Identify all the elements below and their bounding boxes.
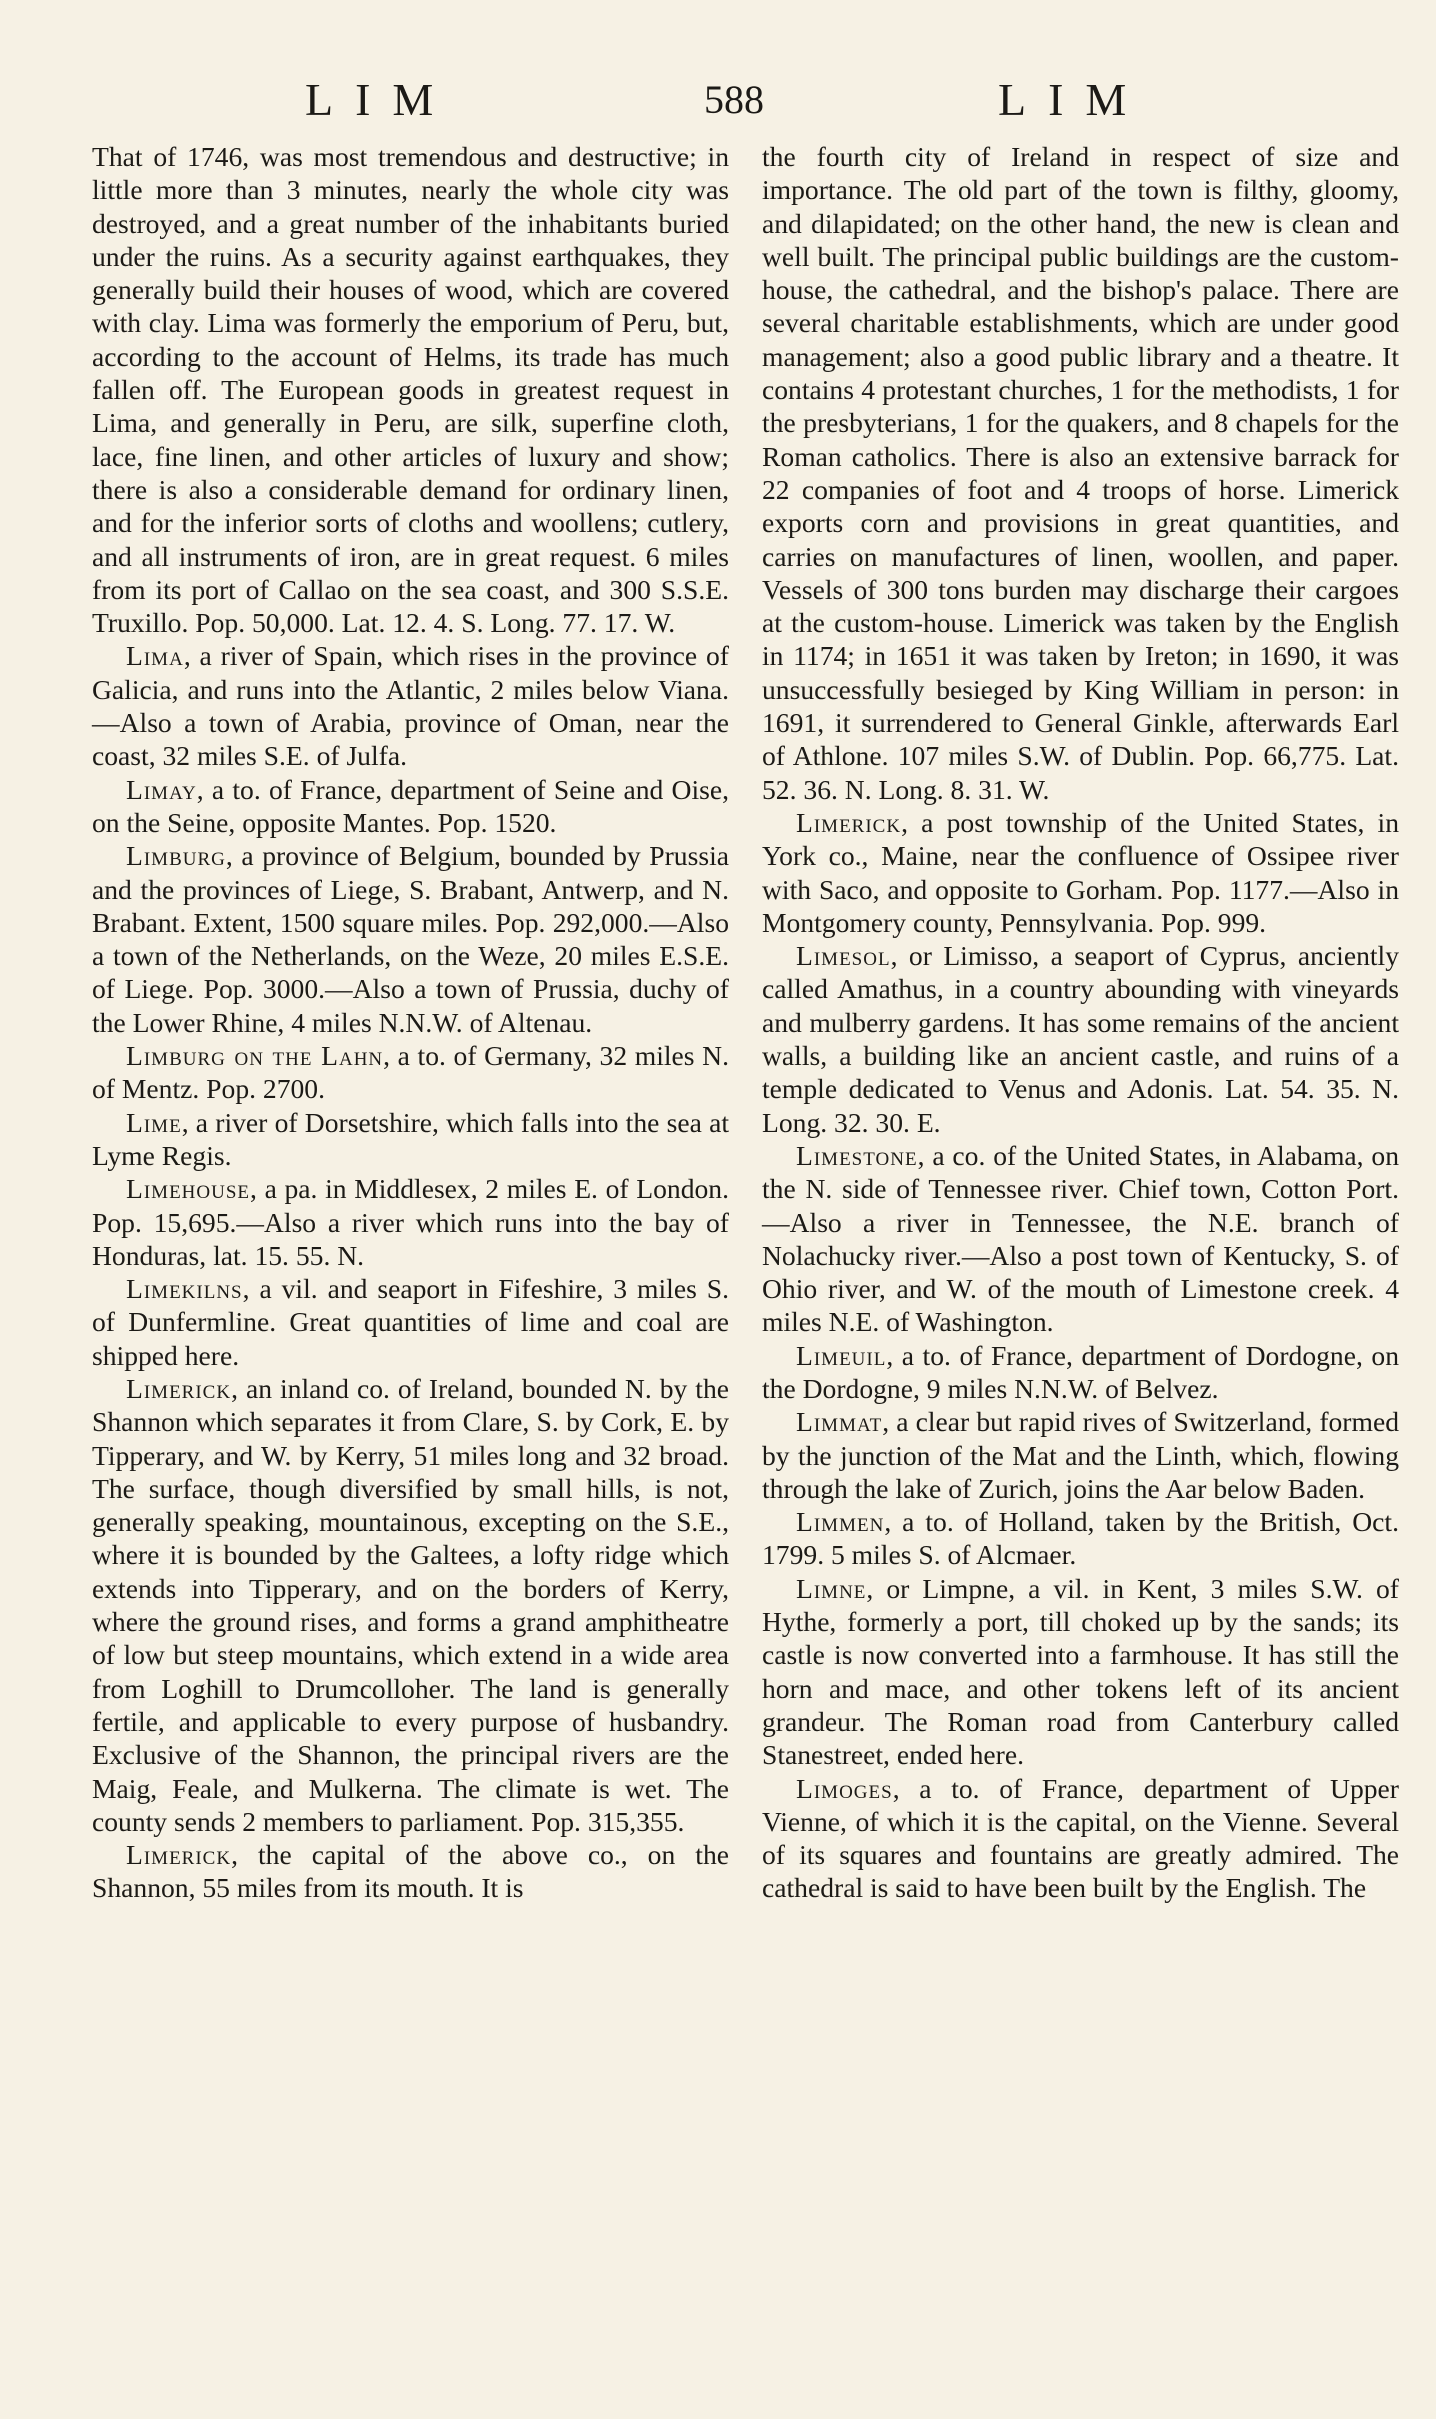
entry-headword: Limesol bbox=[796, 940, 891, 972]
entry-limne bbox=[762, 1572, 1399, 1772]
entry-limehouse bbox=[92, 1172, 729, 1272]
entry-text: , a province of Belgium, bounded by Prussia and the provinces of Liege, S. Brabant, Antwerp, and N. Brabant. Extent, 1500 square miles. Pop. 292,000.—Also a town of the Netherlands, on the Weze, 20 miles E.S.E. of Liege. Pop. 3000.—Also a town of Prussia, duchy of the Lower Rhine, 4 miles N.N.W. of Altenau. bbox=[92, 840, 729, 1038]
entry-limoges bbox=[762, 1772, 1399, 1905]
entry-text: , a co. of the United States, in Alabama, on the N. side of Tennessee river. Chief town, Cotton Port.—Also a river in Tennessee, the N.E. branch of Nolachucky river.—Also a post town of Kentucky, S. of Ohio river, and W. of the mouth of Limestone creek. 4 miles N.E. of Washington. bbox=[762, 1139, 1399, 1338]
entry-headword: Limburg bbox=[126, 840, 226, 872]
entry-text: , a vil. and seaport in Fifeshire, 3 miles S. of Dunfermline. Great quantities of lime and coal are shipped here. bbox=[92, 1273, 729, 1371]
entry-text: , a to. of Holland, taken by the British, Oct. 1799. 5 miles S. of Alcmaer. bbox=[762, 1506, 1399, 1571]
continued-entry bbox=[762, 140, 1399, 806]
entry-headword: Limburg on the Lahn bbox=[126, 1040, 384, 1072]
entry-limeuil bbox=[762, 1339, 1399, 1406]
entry-limburg-on-the-lahn bbox=[92, 1039, 729, 1106]
entry-limerick-city bbox=[92, 1838, 729, 1905]
entry-limmat bbox=[762, 1405, 1399, 1505]
entry-headword: Limmen bbox=[796, 1506, 885, 1538]
entry-text: , a to. of France, department of Upper Vienne, of which it is the capital, on the Vienne. Several of its squares and fountains are greatly admired. The cathedral is said to have been built by the English. The bbox=[762, 1772, 1399, 1904]
entry-limerick-county bbox=[92, 1372, 729, 1838]
continued-entry bbox=[92, 140, 729, 639]
entry-headword: Lima bbox=[126, 640, 184, 672]
entry-text: , or Limisso, a seaport of Cyprus, anciently called Amathus, in a country abounding with vineyards and mulberry gardens. It has some remains of the ancient walls, a building like an ancient castle, and ruins of a temple dedicated to Venus and Adonis. Lat. 54. 35. N. Long. 32. 30. E. bbox=[762, 940, 1399, 1138]
entry-text: That of 1746, was most tremendous and destructive; in little more than 3 minutes, nearly the whole city was destroyed, and a great number of the inhabitants buried under the ruins. As a security against earthquakes, they generally build their houses of wood, which are covered with clay. Lima was formerly the emporium of Peru, but, according to the account of Helms, its trade has much fallen off. The European goods in greatest request in Lima, and generally in Peru, are silk, superfine cloth, lace, fine linen, and other articles of luxury and show; there is also a considerable demand for ordinary linen, and for the inferior sorts of cloths and woollens; cutlery, and all instruments of iron, are in great request. 6 miles from its port of Callao on the sea coast, and 300 S.S.E. Truxillo. Pop. 50,000. Lat. 12. 4. S. Long. 77. 17. W. bbox=[92, 141, 729, 639]
entry-text: , the capital of the above co., on the Shannon, 55 miles from its mouth. It is bbox=[92, 1839, 729, 1904]
entry-headword: Limmat bbox=[796, 1406, 883, 1438]
entry-text: , a post township of the United States, in York co., Maine, near the confluence of Ossipee river with Saco, and opposite to Gorham. Pop. 1177.—Also in Montgomery county, Pennsylvania. Pop. 999. bbox=[762, 806, 1399, 938]
entry-text: , a clear but rapid rives of Switzerland, formed by the junction of the Mat and the Linth, which, flowing through the lake of Zurich, joins the Aar below Baden. bbox=[762, 1406, 1399, 1504]
entry-headword: Lime bbox=[126, 1106, 182, 1138]
entry-limesol bbox=[762, 939, 1399, 1139]
entry-headword: Limerick bbox=[126, 1839, 232, 1871]
entry-headword: Limekilns bbox=[126, 1273, 243, 1305]
entry-text: , a to. of France, department of Seine and Oise, on the Seine, opposite Mantes. Pop. 1520. bbox=[92, 773, 729, 838]
entry-headword: Limestone bbox=[796, 1139, 918, 1171]
entry-lima bbox=[92, 639, 729, 772]
entry-limekilns bbox=[92, 1272, 729, 1372]
entry-text: , a to. of France, department of Dordogne, on the Dordogne, 9 miles N.N.W. of Belvez. bbox=[762, 1339, 1399, 1404]
entry-text: , a pa. in Middlesex, 2 miles E. of London. Pop. 15,695.—Also a river which runs into the bay of Honduras, lat. 15. 55. N. bbox=[92, 1173, 729, 1271]
entry-headword: Limoges bbox=[796, 1772, 893, 1804]
entry-text: , a river of Spain, which rises in the province of Galicia, and runs into the Atlantic, 2 miles below Viana.—Also a town of Arabia, province of Oman, near the coast, 32 miles S.E. of Julfa. bbox=[92, 640, 729, 772]
header-left-guideword: LIM bbox=[305, 74, 456, 125]
entry-text: , an inland co. of Ireland, bounded N. by the Shannon which separates it from Clare, S. by Cork, E. by Tipperary, and W. by Kerry, 51 miles long and 32 broad. The surface, though diversified by small hills, is not, generally speaking, mountainous, excepting on the S.E., where it is bounded by the Galtees, a lofty ridge which extends into Tipperary, and on the borders of Kerry, where the ground rises, and forms a grand amphitheatre of low but steep mountains, which extend in a wide area from Loghill to Drumcolloher. The land is generally fertile, and applicable to every purpose of husbandry. Exclusive of the Shannon, the principal rivers are the Maig, Feale, and Mulkerna. The climate is wet. The county sends 2 members to parliament. Pop. 315,355. bbox=[92, 1372, 729, 1837]
running-header bbox=[0, 70, 1436, 136]
entry-lime bbox=[92, 1106, 729, 1173]
left-column bbox=[92, 140, 729, 1905]
entry-text: the fourth city of Ireland in respect of size and importance. The old part of the town is filthy, gloomy, and dilapidated; on the other hand, the new is clean and well built. The principal public buildings are the custom-house, the cathedral, and the bishop's palace. There are several charitable establishments, which are under good management; also a good public library and a theatre. It contains 4 protestant churches, 1 for the methodists, 1 for the presbyterians, 1 for the quakers, and 8 chapels for the Roman catholics. There is also an extensive barrack for 22 companies of foot and 4 troops of horse. Limerick exports corn and provisions in great quantities, and carries on manufactures of linen, woollen, and paper. Vessels of 300 tons burden may discharge their cargoes at the custom-house. Limerick was taken by the English in 1174; in 1651 it was taken by Ireton; in 1690, it was unsuccessfully besieged by King William in person: in 1691, it surrendered to General Ginkle, afterwards Earl of Athlone. 107 miles S.W. of Dublin. Pop. 66,775. Lat. 52. 36. N. Long. 8. 31. W. bbox=[762, 141, 1399, 805]
entry-headword: Limne bbox=[796, 1572, 867, 1604]
entry-text: , or Limpne, a vil. in Kent, 3 miles S.W. of Hythe, formerly a port, till choked up by the sands; its castle is now converted into a farmhouse. It has still the horn and mace, and other tokens left of its ancient grandeur. The Roman road from Canterbury called Stanestreet, ended here. bbox=[762, 1572, 1399, 1771]
header-right-guideword: LIM bbox=[998, 74, 1149, 125]
entry-limmen bbox=[762, 1505, 1399, 1572]
right-column bbox=[762, 140, 1399, 1905]
entry-headword: Limay bbox=[126, 773, 197, 805]
entry-headword: Limerick bbox=[126, 1372, 232, 1404]
page-number: 588 bbox=[704, 77, 764, 122]
entry-text: , a river of Dorsetshire, which falls into the sea at Lyme Regis. bbox=[92, 1106, 729, 1171]
entry-limerick-township bbox=[762, 806, 1399, 939]
entry-headword: Limerick bbox=[796, 806, 902, 838]
entry-headword: Limeuil bbox=[796, 1339, 887, 1371]
entry-limay bbox=[92, 773, 729, 840]
entry-limestone bbox=[762, 1139, 1399, 1339]
entry-limburg bbox=[92, 839, 729, 1039]
entry-headword: Limehouse bbox=[126, 1173, 251, 1205]
entry-text: , a to. of Germany, 32 miles N. of Mentz. Pop. 2700. bbox=[92, 1040, 729, 1105]
